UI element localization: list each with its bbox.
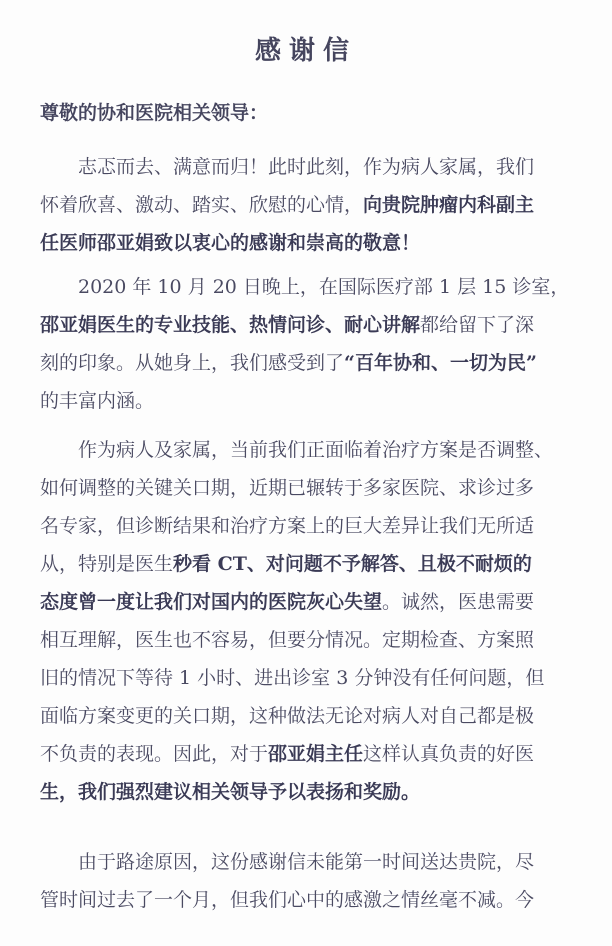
- body-text: 旧的情况下等待 1 小时、进出诊室 3 分钟没有任何问题，但: [40, 667, 545, 689]
- paragraph-line: [40, 344, 585, 382]
- paragraph-line: [40, 583, 585, 621]
- emphasized-text: 邵亚娟主任: [268, 743, 364, 765]
- paragraph-line: [40, 735, 585, 773]
- paragraph-line: [40, 148, 585, 186]
- letter-title: 感谢信: [254, 36, 357, 66]
- body-text: 刻的印象。从她身上，我们感受到了: [40, 352, 345, 374]
- body-text: 由于路途原因，这份感谢信未能第一时间送达贵院，尽: [78, 851, 535, 873]
- paragraph-line: [40, 224, 585, 262]
- body-text: 这样认真负责的好医: [363, 743, 535, 765]
- body-text: 面临方案变更的关口期，这种做法无论对病人对自己都是极: [40, 705, 535, 727]
- body-text: 。诚然，医患需要: [382, 591, 535, 613]
- paragraph-line: [40, 306, 585, 344]
- paragraph-line: [40, 773, 585, 811]
- paragraph-line: [40, 382, 585, 420]
- body-text: 怀着欣喜、激动、踏实、欣慰的心情，: [40, 194, 364, 216]
- emphasized-text: 生，我们强烈建议相关领导予以表扬和奖励。: [40, 781, 421, 803]
- paragraph-line: [40, 843, 585, 881]
- body-text: 名专家，但诊断结果和治疗方案上的巨大差异让我们无所适: [40, 515, 535, 537]
- paragraph-line: [40, 545, 585, 583]
- emphasized-text: 向贵院肿瘤内科副主: [363, 194, 535, 216]
- emphasized-text: “百年协和、一切为民”: [344, 352, 537, 374]
- paragraph-line: [40, 469, 585, 507]
- emphasized-text: 秒看 CT、对问题不予解答、且极不耐烦的: [173, 553, 532, 575]
- paragraph-delay: [40, 843, 585, 919]
- paragraph-line: [40, 268, 585, 306]
- paragraph-line: [40, 659, 585, 697]
- body-text: 志忑而去、满意而归！此时此刻，作为病人家属，我们: [78, 156, 535, 178]
- body-text: 从，特别是医生: [40, 553, 174, 575]
- emphasized-text: 邵亚娟医生的专业技能、热情问诊、耐心讲解: [40, 314, 421, 336]
- paragraph-experience: [40, 431, 585, 811]
- paragraph-visit: [40, 268, 585, 420]
- paragraph-line: [40, 186, 585, 224]
- letter-salutation: 尊敬的协和医院相关领导：: [40, 102, 269, 124]
- paragraph-gratitude: [40, 148, 585, 262]
- body-text: 的丰富内涵。: [40, 390, 155, 412]
- body-text: 相互理解，医生也不容易，但要分情况。定期检查、方案照: [40, 629, 535, 651]
- body-text: 作为病人及家属，当前我们正面临着治疗方案是否调整、: [78, 439, 554, 461]
- paragraph-line: [40, 507, 585, 545]
- body-text: 2020 年 10 月 20 日晚上，在国际医疗部 1 层 15 诊室，: [78, 276, 570, 298]
- emphasized-text: 任医师邵亚娟致以衷心的感谢和崇高的敬意！: [40, 232, 421, 254]
- emphasized-text: 态度曾一度让我们对国内的医院灰心失望: [40, 591, 383, 613]
- body-text: 管时间过去了一个月，但我们心中的感激之情丝毫不减。今: [40, 889, 535, 911]
- paragraph-line: [40, 881, 585, 919]
- paragraph-line: [40, 697, 585, 735]
- paragraph-line: [40, 621, 585, 659]
- body-text: 如何调整的关键关口期，近期已辗转于多家医院、求诊过多: [40, 477, 535, 499]
- paragraph-line: [40, 431, 585, 469]
- body-text: 不负责的表现。因此，对于: [40, 743, 269, 765]
- body-text: 都给留下了深: [420, 314, 535, 336]
